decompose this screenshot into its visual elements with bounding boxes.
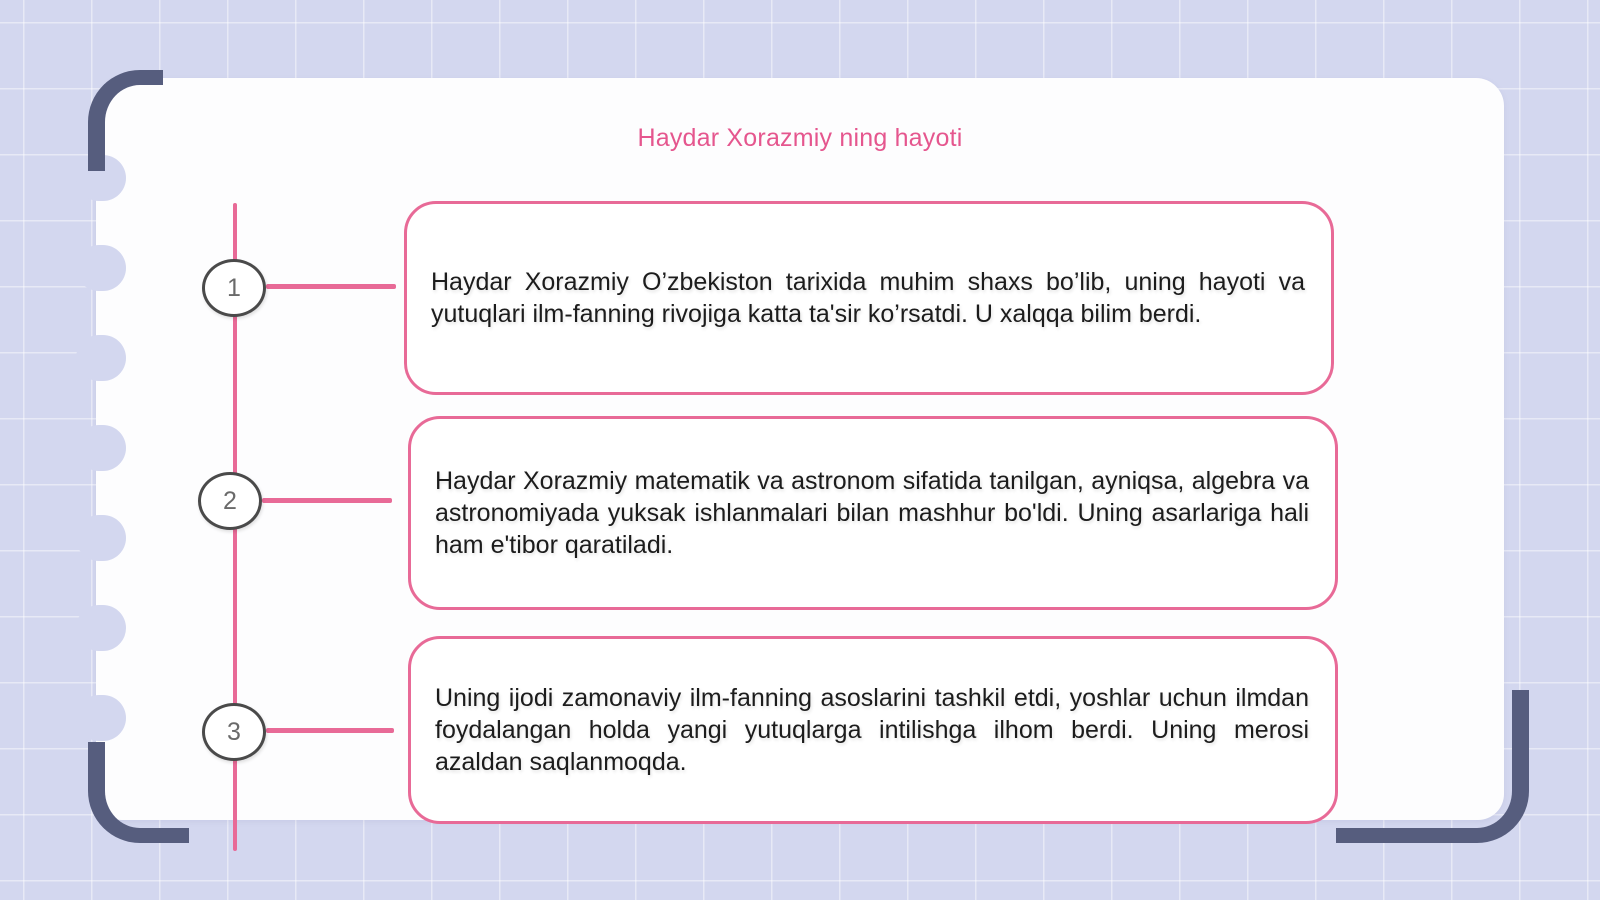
timeline-connector	[266, 728, 394, 733]
timeline-card-text: Haydar Xorazmiy matematik va astronom sifatida tanilgan, ayniqsa, algebra va astronomiyada yuksak ishlanmalari bilan mashhur bo'ldi. Uning asarlariga hali ham e'tibor qaratiladi.	[435, 467, 1309, 559]
timeline-marker-2: 2	[198, 472, 262, 530]
timeline-card-text: Uning ijodi zamonaviy ilm-fanning asoslarini tashkil etdi, yoshlar uchun ilmdan foydalangan holda yangi yutuqlarga intilishga ilhom berdi. Uning merosi azaldan saqlanmoqda.	[435, 684, 1309, 776]
frame-corner-bottom-left	[88, 742, 189, 843]
slide-title: Haydar Xorazmiy ning hayoti	[637, 124, 963, 152]
timeline-card-text: Haydar Xorazmiy O’zbekiston tarixida muhim shaxs bo’lib, uning hayoti va yutuqlari ilm-fanning rivojiga katta ta'sir ko’rsatdi. U xalqqa bilim berdi.	[431, 268, 1305, 328]
timeline-card-1	[404, 201, 1334, 395]
timeline-marker-1: 1	[202, 259, 266, 317]
timeline-card-3	[408, 636, 1338, 824]
timeline-card-2	[408, 416, 1338, 610]
paper-notch	[76, 335, 126, 381]
paper-notch	[76, 245, 126, 291]
paper-notch	[76, 515, 126, 561]
timeline-connector	[262, 498, 392, 503]
paper-notch	[76, 695, 126, 741]
timeline-marker-3: 3	[202, 703, 266, 761]
frame-corner-bottom-right	[1336, 690, 1529, 843]
timeline-connector	[266, 284, 396, 289]
paper-notch	[76, 425, 126, 471]
frame-corner-top-left	[88, 70, 163, 171]
paper-notch	[76, 605, 126, 651]
